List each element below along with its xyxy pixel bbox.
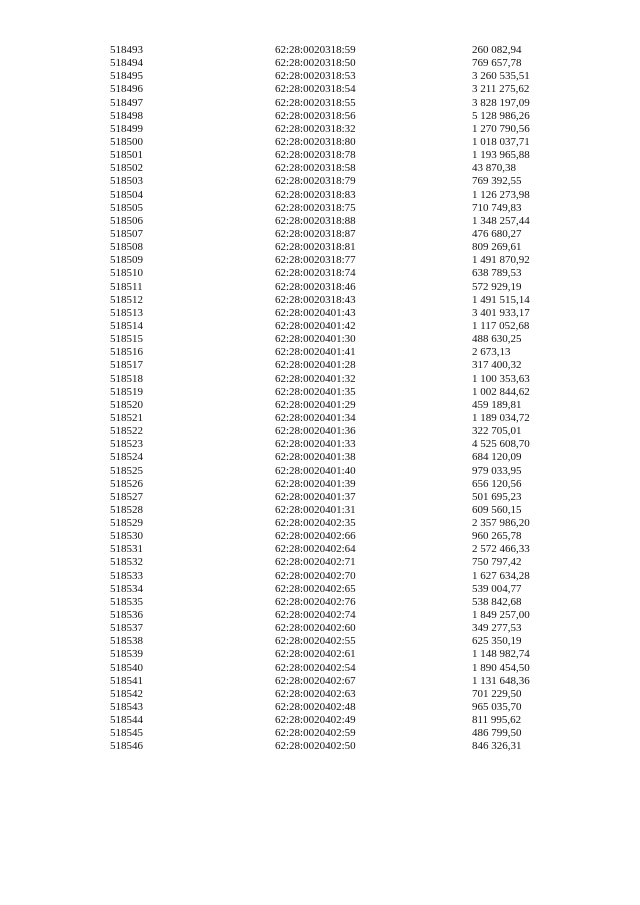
row-number: 518514 xyxy=(110,319,143,332)
cadastral-number: 62:28:0020402:65 xyxy=(275,582,356,595)
table-row xyxy=(0,202,640,215)
row-number: 518513 xyxy=(110,306,143,319)
cadastral-value: 3 401 933,17 xyxy=(472,306,530,319)
cadastral-number: 62:28:0020402:64 xyxy=(275,543,356,556)
table-row xyxy=(0,399,640,412)
row-number: 518509 xyxy=(110,254,143,267)
row-number: 518494 xyxy=(110,57,143,70)
cadastral-value: 476 680,27 xyxy=(472,227,522,240)
cadastral-number: 62:28:0020402:48 xyxy=(275,701,356,714)
cadastral-value: 846 326,31 xyxy=(472,740,522,753)
row-number: 518540 xyxy=(110,661,143,674)
row-number: 518533 xyxy=(110,569,143,582)
table-row xyxy=(0,149,640,162)
row-number: 518504 xyxy=(110,188,143,201)
table-row xyxy=(0,701,640,714)
row-number: 518523 xyxy=(110,438,143,451)
cadastral-number: 62:28:0020401:39 xyxy=(275,477,356,490)
cadastral-value: 1 002 844,62 xyxy=(472,385,530,398)
table-row xyxy=(0,123,640,136)
table-row xyxy=(0,44,640,57)
table-row xyxy=(0,662,640,675)
cadastral-number: 62:28:0020401:29 xyxy=(275,398,356,411)
row-number: 518537 xyxy=(110,622,143,635)
table-row xyxy=(0,491,640,504)
table-row xyxy=(0,70,640,83)
row-number: 518530 xyxy=(110,530,143,543)
cadastral-value: 5 128 986,26 xyxy=(472,109,530,122)
cadastral-value: 3 260 535,51 xyxy=(472,70,530,83)
cadastral-number: 62:28:0020402:55 xyxy=(275,635,356,648)
cadastral-number: 62:28:0020402:70 xyxy=(275,569,356,582)
cadastral-number: 62:28:0020401:43 xyxy=(275,306,356,319)
row-number: 518498 xyxy=(110,109,143,122)
table-row xyxy=(0,175,640,188)
cadastral-number: 62:28:0020401:37 xyxy=(275,490,356,503)
cadastral-value: 501 695,23 xyxy=(472,490,522,503)
cadastral-number: 62:28:0020318:77 xyxy=(275,254,356,267)
cadastral-value: 349 277,53 xyxy=(472,622,522,635)
cadastral-value: 769 657,78 xyxy=(472,57,522,70)
cadastral-value: 769 392,55 xyxy=(472,175,522,188)
cadastral-value: 1 131 648,36 xyxy=(472,674,530,687)
table-row xyxy=(0,714,640,727)
document-table xyxy=(0,44,640,754)
cadastral-value: 3 828 197,09 xyxy=(472,96,530,109)
cadastral-value: 1 148 982,74 xyxy=(472,648,530,661)
row-number: 518543 xyxy=(110,701,143,714)
cadastral-number: 62:28:0020318:43 xyxy=(275,293,356,306)
row-number: 518516 xyxy=(110,346,143,359)
cadastral-value: 3 211 275,62 xyxy=(472,83,530,96)
cadastral-value: 488 630,25 xyxy=(472,333,522,346)
cadastral-number: 62:28:0020402:76 xyxy=(275,595,356,608)
cadastral-number: 62:28:0020318:46 xyxy=(275,280,356,293)
row-number: 518545 xyxy=(110,727,143,740)
row-number: 518527 xyxy=(110,490,143,503)
row-number: 518521 xyxy=(110,411,143,424)
cadastral-value: 710 749,83 xyxy=(472,201,522,214)
table-row xyxy=(0,530,640,543)
table-row xyxy=(0,294,640,307)
table-row xyxy=(0,451,640,464)
cadastral-number: 62:28:0020318:83 xyxy=(275,188,356,201)
cadastral-number: 62:28:0020318:32 xyxy=(275,122,356,135)
cadastral-value: 1 270 790,56 xyxy=(472,122,530,135)
cadastral-number: 62:28:0020402:54 xyxy=(275,661,356,674)
row-number: 518535 xyxy=(110,595,143,608)
table-row xyxy=(0,740,640,753)
row-number: 518495 xyxy=(110,70,143,83)
row-number: 518507 xyxy=(110,227,143,240)
table-row xyxy=(0,110,640,123)
table-row xyxy=(0,386,640,399)
cadastral-number: 62:28:0020318:74 xyxy=(275,267,356,280)
cadastral-number: 62:28:0020318:54 xyxy=(275,83,356,96)
cadastral-value: 1 018 037,71 xyxy=(472,135,530,148)
cadastral-value: 4 525 608,70 xyxy=(472,438,530,451)
cadastral-value: 459 189,81 xyxy=(472,398,522,411)
table-row xyxy=(0,648,640,661)
table-row xyxy=(0,97,640,110)
table-row xyxy=(0,478,640,491)
cadastral-number: 62:28:0020318:81 xyxy=(275,241,356,254)
table-row xyxy=(0,543,640,556)
cadastral-value: 317 400,32 xyxy=(472,359,522,372)
table-row xyxy=(0,465,640,478)
table-row xyxy=(0,189,640,202)
row-number: 518522 xyxy=(110,425,143,438)
cadastral-value: 965 035,70 xyxy=(472,701,522,714)
cadastral-number: 62:28:0020402:63 xyxy=(275,687,356,700)
cadastral-number: 62:28:0020402:61 xyxy=(275,648,356,661)
cadastral-value: 2 357 986,20 xyxy=(472,517,530,530)
cadastral-value: 322 705,01 xyxy=(472,425,522,438)
cadastral-value: 1 491 515,14 xyxy=(472,293,530,306)
cadastral-value: 750 797,42 xyxy=(472,556,522,569)
table-row xyxy=(0,438,640,451)
table-row xyxy=(0,359,640,372)
cadastral-number: 62:28:0020401:40 xyxy=(275,464,356,477)
table-row xyxy=(0,583,640,596)
cadastral-number: 62:28:0020401:41 xyxy=(275,346,356,359)
cadastral-number: 62:28:0020401:32 xyxy=(275,372,356,385)
row-number: 518503 xyxy=(110,175,143,188)
table-row xyxy=(0,635,640,648)
table-row xyxy=(0,622,640,635)
cadastral-number: 62:28:0020401:34 xyxy=(275,411,356,424)
cadastral-value: 656 120,56 xyxy=(472,477,522,490)
cadastral-number: 62:28:0020402:66 xyxy=(275,530,356,543)
row-number: 518510 xyxy=(110,267,143,280)
table-row xyxy=(0,57,640,70)
cadastral-value: 572 929,19 xyxy=(472,280,522,293)
cadastral-number: 62:28:0020402:67 xyxy=(275,674,356,687)
cadastral-value: 539 004,77 xyxy=(472,582,522,595)
row-number: 518506 xyxy=(110,214,143,227)
row-number: 518496 xyxy=(110,83,143,96)
cadastral-number: 62:28:0020401:31 xyxy=(275,503,356,516)
row-number: 518520 xyxy=(110,398,143,411)
row-number: 518525 xyxy=(110,464,143,477)
table-row xyxy=(0,241,640,254)
cadastral-value: 538 842,68 xyxy=(472,595,522,608)
row-number: 518531 xyxy=(110,543,143,556)
table-row xyxy=(0,83,640,96)
cadastral-value: 1 491 870,92 xyxy=(472,254,530,267)
row-number: 518544 xyxy=(110,714,143,727)
table-row xyxy=(0,609,640,622)
cadastral-number: 62:28:0020318:59 xyxy=(275,44,356,56)
row-number: 518502 xyxy=(110,162,143,175)
cadastral-value: 625 350,19 xyxy=(472,635,522,648)
cadastral-number: 62:28:0020318:75 xyxy=(275,201,356,214)
cadastral-number: 62:28:0020401:38 xyxy=(275,451,356,464)
table-row xyxy=(0,281,640,294)
row-number: 518539 xyxy=(110,648,143,661)
row-number: 518534 xyxy=(110,582,143,595)
row-number: 518500 xyxy=(110,135,143,148)
row-number: 518536 xyxy=(110,609,143,622)
row-number: 518526 xyxy=(110,477,143,490)
cadastral-number: 62:28:0020318:80 xyxy=(275,135,356,148)
row-number: 518511 xyxy=(110,280,143,293)
cadastral-number: 62:28:0020401:33 xyxy=(275,438,356,451)
cadastral-number: 62:28:0020402:49 xyxy=(275,714,356,727)
cadastral-number: 62:28:0020402:59 xyxy=(275,727,356,740)
cadastral-number: 62:28:0020318:53 xyxy=(275,70,356,83)
cadastral-value: 2 572 466,33 xyxy=(472,543,530,556)
cadastral-value: 1 126 273,98 xyxy=(472,188,530,201)
table-row xyxy=(0,267,640,280)
row-number: 518532 xyxy=(110,556,143,569)
cadastral-number: 62:28:0020401:42 xyxy=(275,319,356,332)
table-row xyxy=(0,307,640,320)
table-row xyxy=(0,412,640,425)
row-number: 518515 xyxy=(110,333,143,346)
cadastral-number: 62:28:0020318:88 xyxy=(275,214,356,227)
cadastral-number: 62:28:0020318:55 xyxy=(275,96,356,109)
cadastral-number: 62:28:0020402:60 xyxy=(275,622,356,635)
cadastral-value: 609 560,15 xyxy=(472,503,522,516)
table-row xyxy=(0,556,640,569)
row-number: 518505 xyxy=(110,201,143,214)
cadastral-number: 62:28:0020402:71 xyxy=(275,556,356,569)
table-row xyxy=(0,675,640,688)
cadastral-number: 62:28:0020401:36 xyxy=(275,425,356,438)
cadastral-value: 1 849 257,00 xyxy=(472,609,530,622)
cadastral-number: 62:28:0020401:28 xyxy=(275,359,356,372)
cadastral-value: 1 189 034,72 xyxy=(472,411,530,424)
table-row xyxy=(0,425,640,438)
cadastral-value: 684 120,09 xyxy=(472,451,522,464)
table-row xyxy=(0,688,640,701)
row-number: 518519 xyxy=(110,385,143,398)
cadastral-number: 62:28:0020402:35 xyxy=(275,517,356,530)
table-row xyxy=(0,254,640,267)
row-number: 518517 xyxy=(110,359,143,372)
cadastral-number: 62:28:0020318:78 xyxy=(275,149,356,162)
table-row xyxy=(0,136,640,149)
row-number: 518541 xyxy=(110,674,143,687)
cadastral-value: 1 348 257,44 xyxy=(472,214,530,227)
table-row xyxy=(0,727,640,740)
cadastral-value: 43 870,38 xyxy=(472,162,516,175)
cadastral-number: 62:28:0020318:79 xyxy=(275,175,356,188)
cadastral-number: 62:28:0020318:58 xyxy=(275,162,356,175)
cadastral-number: 62:28:0020402:50 xyxy=(275,740,356,753)
row-number: 518493 xyxy=(110,44,143,56)
cadastral-number: 62:28:0020318:56 xyxy=(275,109,356,122)
row-number: 518542 xyxy=(110,687,143,700)
row-number: 518524 xyxy=(110,451,143,464)
table-row xyxy=(0,346,640,359)
row-number: 518518 xyxy=(110,372,143,385)
cadastral-value: 638 789,53 xyxy=(472,267,522,280)
cadastral-value: 486 799,50 xyxy=(472,727,522,740)
cadastral-value: 701 229,50 xyxy=(472,687,522,700)
cadastral-number: 62:28:0020318:87 xyxy=(275,227,356,240)
cadastral-value: 811 995,62 xyxy=(472,714,522,727)
cadastral-value: 260 082,94 xyxy=(472,44,522,56)
table-row xyxy=(0,504,640,517)
table-row xyxy=(0,373,640,386)
row-number: 518497 xyxy=(110,96,143,109)
cadastral-value: 2 673,13 xyxy=(472,346,511,359)
table-row xyxy=(0,162,640,175)
row-number: 518538 xyxy=(110,635,143,648)
row-number: 518529 xyxy=(110,517,143,530)
row-number: 518512 xyxy=(110,293,143,306)
row-number: 518501 xyxy=(110,149,143,162)
table-row xyxy=(0,596,640,609)
cadastral-value: 1 100 353,63 xyxy=(472,372,530,385)
cadastral-number: 62:28:0020401:35 xyxy=(275,385,356,398)
cadastral-value: 960 265,78 xyxy=(472,530,522,543)
table-row xyxy=(0,228,640,241)
table-row xyxy=(0,320,640,333)
table-row xyxy=(0,215,640,228)
cadastral-number: 62:28:0020318:50 xyxy=(275,57,356,70)
row-number: 518508 xyxy=(110,241,143,254)
table-row xyxy=(0,570,640,583)
cadastral-number: 62:28:0020402:74 xyxy=(275,609,356,622)
row-number: 518499 xyxy=(110,122,143,135)
row-number: 518528 xyxy=(110,503,143,516)
cadastral-value: 1 627 634,28 xyxy=(472,569,530,582)
cadastral-number: 62:28:0020401:30 xyxy=(275,333,356,346)
table-row xyxy=(0,333,640,346)
cadastral-value: 1 890 454,50 xyxy=(472,661,530,674)
row-number: 518546 xyxy=(110,740,143,753)
cadastral-value: 1 117 052,68 xyxy=(472,319,530,332)
cadastral-value: 1 193 965,88 xyxy=(472,149,530,162)
table-row xyxy=(0,517,640,530)
cadastral-value: 979 033,95 xyxy=(472,464,522,477)
cadastral-value: 809 269,61 xyxy=(472,241,522,254)
